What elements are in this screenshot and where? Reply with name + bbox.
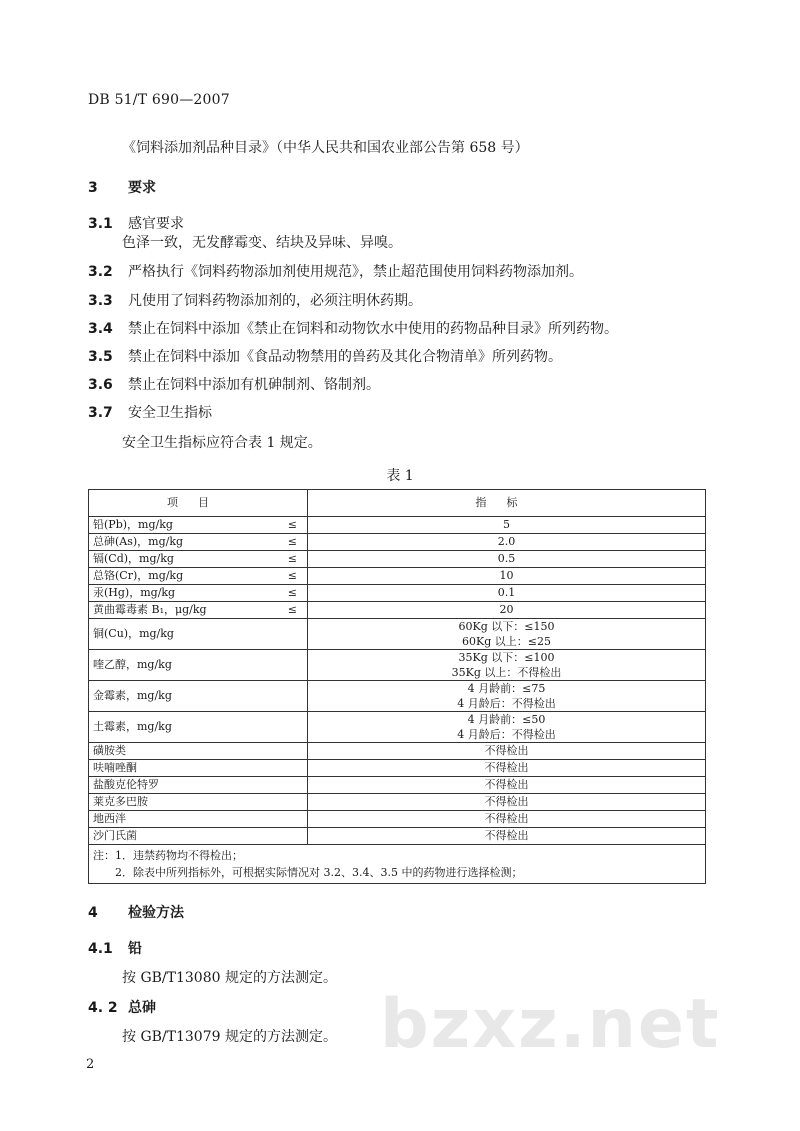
section-4-number: 4	[88, 905, 98, 921]
clause-4-2-text: 按 GB/T13079 规定的方法测定。	[122, 1029, 337, 1045]
clause-text: 凡使用了饲料药物添加剂的，必须注明休药期。	[128, 293, 422, 309]
clause-4-2-heading	[88, 997, 156, 1017]
intro-reference-line: 《饲料添加剂品种目录》（中华人民共和国农业部公告第 658 号）	[122, 140, 529, 156]
leq-symbol: ≤	[287, 603, 297, 616]
clause-3-3	[88, 290, 422, 310]
table-row	[89, 568, 706, 585]
row-value: 5	[308, 517, 706, 534]
clause-number: 3.7	[88, 405, 113, 421]
row-value-line2: 60Kg 以上：≤25	[462, 635, 551, 648]
table-row	[89, 777, 706, 794]
row-item: 铅(Pb)，mg/kg	[93, 518, 173, 531]
clause-3-5	[88, 346, 562, 366]
row-value-line2: 4 月龄后：不得检出	[457, 697, 556, 710]
clause-3-4	[88, 318, 618, 338]
row-item: 盐酸克伦特罗	[89, 777, 308, 794]
clause-number: 3.3	[88, 293, 113, 309]
row-value-line1: 35Kg 以下：≤100	[458, 651, 555, 664]
row-item: 铜(Cu)，mg/kg	[89, 619, 308, 650]
clause-title: 感官要求	[128, 216, 184, 232]
row-value: 0.5	[308, 551, 706, 568]
table-row	[89, 743, 706, 760]
clause-text: 严格执行《饲料药物添加剂使用规范》，禁止超范围使用饲料药物添加剂。	[128, 264, 583, 280]
clause-title: 铅	[128, 941, 142, 957]
clause-3-1-heading	[88, 213, 184, 233]
clause-3-6	[88, 374, 380, 394]
clause-text: 禁止在饲料中添加《禁止在饲料和动物饮水中使用的药物品种目录》所列药物。	[128, 321, 618, 337]
clause-title: 安全卫生指标	[128, 405, 212, 421]
table-1-caption: 表 1	[386, 468, 414, 484]
clause-3-7-text: 安全卫生指标应符合表 1 规定。	[122, 435, 322, 451]
row-item: 总铬(Cr)，mg/kg	[93, 569, 184, 582]
section-4-title: 检验方法	[128, 905, 184, 921]
row-value: 0.1	[308, 585, 706, 602]
row-value: 不得检出	[308, 794, 706, 811]
table-row	[89, 828, 706, 845]
table-note-row	[89, 845, 706, 884]
table-row	[89, 650, 706, 681]
table-1	[88, 489, 706, 884]
table-row	[89, 811, 706, 828]
row-value-line1: 4 月龄前：≤75	[467, 682, 546, 695]
row-value-line1: 4 月龄前：≤50	[467, 713, 546, 726]
leq-symbol: ≤	[287, 586, 297, 599]
row-item: 沙门氏菌	[89, 828, 308, 845]
clause-3-1-text: 色泽一致，无发酵霉变、结块及异味、异嗅。	[122, 235, 402, 251]
row-value: 20	[308, 602, 706, 619]
table-row	[89, 585, 706, 602]
row-item: 莱克多巴胺	[89, 794, 308, 811]
section-3-number: 3	[88, 180, 98, 196]
row-item: 喹乙醇，mg/kg	[89, 650, 308, 681]
row-item: 呋喃唑酮	[89, 760, 308, 777]
page-number: 2	[86, 1057, 95, 1072]
clause-4-1-text: 按 GB/T13080 规定的方法测定。	[122, 970, 337, 986]
leq-symbol: ≤	[287, 518, 297, 531]
clause-number: 3.4	[88, 321, 113, 337]
row-value: 不得检出	[308, 828, 706, 845]
table-header-row	[89, 490, 706, 517]
section-3-heading	[88, 177, 156, 197]
row-item: 总砷(As)，mg/kg	[93, 535, 184, 548]
clause-number: 3.2	[88, 264, 113, 280]
row-item: 黄曲霉毒素 B₁，μg/kg	[93, 603, 207, 616]
table-note-1: 注：1．违禁药物均不得检出；	[93, 849, 243, 862]
table-row	[89, 794, 706, 811]
table-header-value: 指标	[308, 490, 706, 517]
table-row	[89, 712, 706, 743]
row-item: 地西泮	[89, 811, 308, 828]
row-item: 金霉素，mg/kg	[89, 681, 308, 712]
table-row	[89, 534, 706, 551]
clause-text: 禁止在饲料中添加《食品动物禁用的兽药及其化合物清单》所列药物。	[128, 349, 562, 365]
row-value: 不得检出	[308, 811, 706, 828]
table-row	[89, 760, 706, 777]
row-item: 磺胺类	[89, 743, 308, 760]
clause-title: 总砷	[128, 1000, 156, 1016]
row-value: 不得检出	[308, 760, 706, 777]
table-row	[89, 681, 706, 712]
leq-symbol: ≤	[287, 535, 297, 548]
section-4-heading	[88, 902, 184, 922]
leq-symbol: ≤	[287, 552, 297, 565]
clause-number: 4.1	[88, 941, 113, 957]
watermark: bzxz.net	[380, 985, 721, 1064]
clause-text: 禁止在饲料中添加有机砷制剂、铬制剂。	[128, 377, 380, 393]
row-item: 汞(Hg)，mg/kg	[93, 586, 176, 599]
table-note-2: 2．除表中所列指标外，可根据实际情况对 3.2、3.4、3.5 中的药物进行选择检测；	[115, 866, 523, 879]
table-row	[89, 517, 706, 534]
table-row	[89, 551, 706, 568]
table-header-item: 项目	[89, 490, 308, 517]
clause-number: 3.6	[88, 377, 113, 393]
row-value: 不得检出	[308, 743, 706, 760]
row-value: 不得检出	[308, 777, 706, 794]
row-value: 10	[308, 568, 706, 585]
row-item: 镉(Cd)，mg/kg	[93, 552, 174, 565]
clause-number: 3.5	[88, 349, 113, 365]
table-row	[89, 619, 706, 650]
clause-3-2	[88, 261, 583, 281]
row-item: 土霉素，mg/kg	[89, 712, 308, 743]
row-value-line2: 4 月龄后：不得检出	[457, 728, 556, 741]
table-row	[89, 602, 706, 619]
row-value-line1: 60Kg 以下：≤150	[458, 620, 555, 633]
row-value: 2.0	[308, 534, 706, 551]
clause-4-1-heading	[88, 938, 142, 958]
section-3-title: 要求	[128, 180, 156, 196]
row-value-line2: 35Kg 以上：不得检出	[451, 666, 562, 679]
leq-symbol: ≤	[287, 569, 297, 582]
clause-number: 4. 2	[88, 1000, 118, 1016]
clause-3-7-heading	[88, 402, 212, 422]
clause-number: 3.1	[88, 216, 113, 232]
document-code: DB 51/T 690—2007	[88, 92, 230, 108]
